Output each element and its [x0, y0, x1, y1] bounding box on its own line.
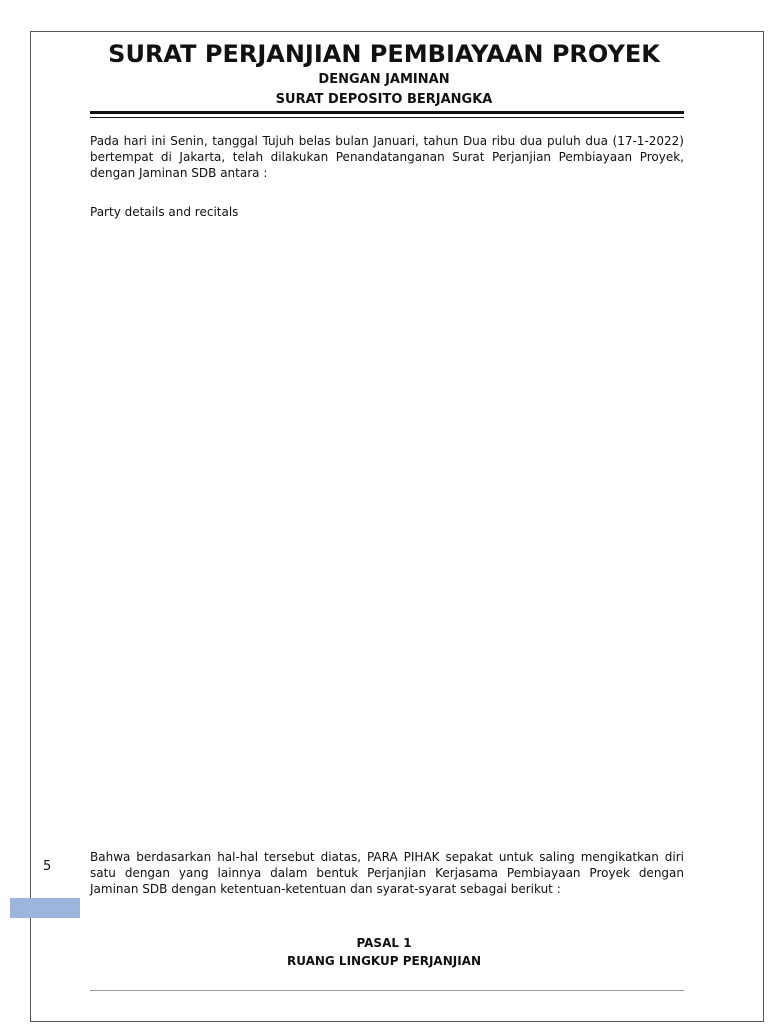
title-rule-thick	[90, 111, 684, 114]
title-rule-thin	[90, 117, 684, 118]
bookmark-tab	[10, 898, 80, 918]
document-title: SURAT PERJANJIAN PEMBIAYAAN PROYEK	[108, 40, 660, 68]
footer-rule	[90, 990, 684, 991]
pasal-number: PASAL 1	[356, 936, 412, 950]
pasal-title: RUANG LINGKUP PERJANJIAN	[286, 954, 482, 968]
parties-section: Party details and recitals	[90, 205, 239, 219]
page-number: 5	[43, 859, 52, 874]
closing-paragraph: Bahwa berdasarkan hal-hal tersebut diatas, PARA PIHAK sepakat untuk saling mengikatkan diri satu dengan yang lainnya dalam bentuk Perjanjian Kerjasama Pembiayaan Proyek dengan Jaminan SDB dengan ketentuan-ketentuan dan syarat-syarat sebagai berikut :	[90, 850, 684, 896]
opening-paragraph: Pada hari ini Senin, tanggal Tujuh belas bulan Januari, tahun Dua ribu dua puluh dua (17-1-2022) bertempat di Jakarta, telah dilakukan Penandatanganan Surat Perjanjian Pembiayaan Proyek, dengan Jaminan SDB antara :	[90, 134, 684, 180]
document-subtitle-2: SURAT DEPOSITO BERJANGKA	[275, 92, 493, 107]
document-subtitle-1: DENGAN JAMINAN	[318, 72, 450, 87]
